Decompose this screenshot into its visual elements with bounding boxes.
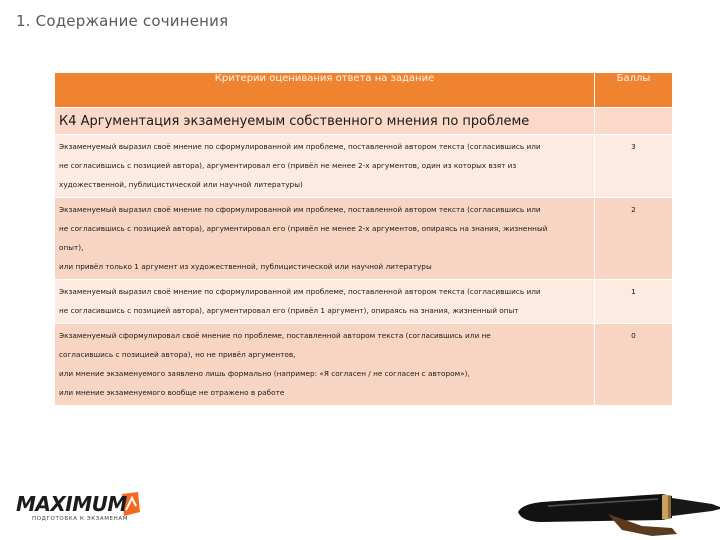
criterion-line: Экзаменуемый выразил своё мнение по сформулированной им проблеме, поставленной автором текста (согласившись или: [59, 287, 541, 296]
criterion-line: согласившись с позицией автора), но не привёл аргументов,: [59, 350, 296, 359]
criterion-text: [55, 198, 595, 280]
criterion-line: не согласившись с позицией автора), аргументировал его (привёл не менее 2-х аргументов, опираясь на знания, жизненный: [59, 224, 548, 233]
points-value: 2: [595, 198, 673, 280]
criterion-line: опыт),: [59, 243, 84, 252]
criterion-line: Экзаменуемый выразил своё мнение по сформулированной им проблеме, поставленной автором текста (согласившись или: [59, 205, 541, 214]
table-row: [55, 280, 673, 324]
k4-points-cell: [595, 108, 673, 135]
maximum-logo: [14, 490, 154, 536]
table-row: [55, 135, 673, 198]
header-points: Баллы: [595, 73, 673, 108]
criteria-table: [54, 72, 673, 406]
table-row: [55, 324, 673, 406]
k4-title: К4 Аргументация экзаменуемым собственного мнения по проблеме: [55, 108, 595, 135]
points-value: 3: [595, 135, 673, 198]
table-header-row: [55, 73, 673, 108]
logo-subtitle: ПОДГОТОВКА К ЭКЗАМЕНАМ: [32, 516, 129, 522]
points-value: 1: [595, 280, 673, 324]
criterion-text: [55, 324, 595, 406]
criterion-line: или мнение экзаменуемого заявлено лишь формально (например: «Я согласен / не согласен с автором»),: [59, 369, 470, 378]
criterion-line: не согласившись с позицией автора), аргументировал его (привёл не менее 2-х аргументов, один из которых взят из: [59, 161, 517, 170]
criterion-text: [55, 280, 595, 324]
criterion-text: [55, 135, 595, 198]
fountain-pen-icon: [512, 478, 720, 540]
logo-wordmark: MAXIMUM: [16, 492, 127, 516]
criterion-line: Экзаменуемый выразил своё мнение по сформулированной им проблеме, поставленной автором текста (согласившись или: [59, 142, 541, 151]
criterion-line: художественной, публицистической или научной литературы): [59, 180, 303, 189]
slide-title: 1. Содержание сочинения: [16, 12, 229, 30]
criterion-line: или мнение экзаменуемого вообще не отражено в работе: [59, 388, 285, 397]
header-criteria: Критерии оценивания ответа на задание: [55, 73, 595, 108]
criterion-line: Экзаменуемый сформулировал своё мнение по проблеме, поставленной автором текста (согласившись или не: [59, 331, 491, 340]
criterion-line: не согласившись с позицией автора), аргументировал его (привёл 1 аргумент), опираясь на знания, жизненный опыт: [59, 306, 519, 315]
criterion-line: или привёл только 1 аргумент из художественной, публицистической или научной литературы: [59, 262, 432, 271]
table-row: [55, 198, 673, 280]
points-value: 0: [595, 324, 673, 406]
k4-row: [55, 108, 673, 135]
